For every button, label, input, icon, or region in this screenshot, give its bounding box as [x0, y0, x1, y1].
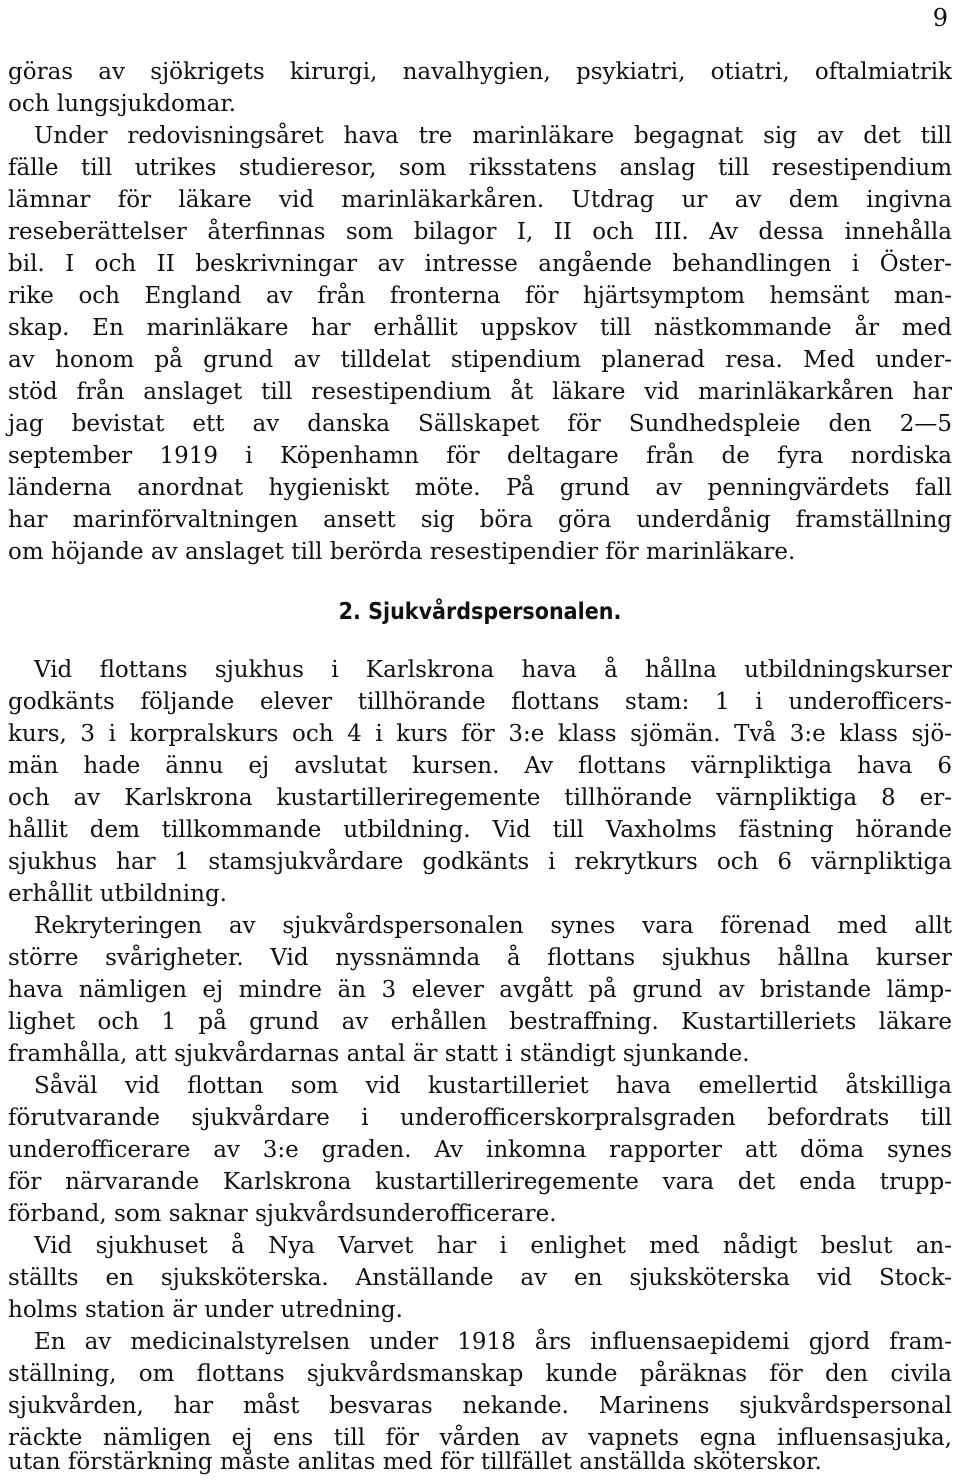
text-line: rike och England av från fronterna för hjärtsymptom hemsänt man- [8, 283, 952, 309]
text-line: Rekryteringen av sjukvårdspersonalen synes vara förenad med allt [34, 913, 952, 939]
text-line: kurs, 3 i korpralskurs och 4 i kurs för 3:e klass sjömän. Två 3:e klass sjö- [8, 721, 952, 747]
page-number: 9 [932, 4, 948, 32]
text-line: och lungsjukdomar. [8, 91, 237, 117]
text-line: Vid sjukhuset å Nya Varvet har i enlighet med nådigt beslut an- [34, 1233, 952, 1259]
text-line: räckte nämligen ej ens till för vården av vapnets egna influensasjuka, [8, 1425, 952, 1451]
text-line: har marinförvaltningen ansett sig böra göra underdånig framställning [8, 507, 952, 533]
text-line: lighet och 1 på grund av erhållen bestraffning. Kustartilleriets läkare [8, 1009, 952, 1035]
text-line: göras av sjökrigets kirurgi, navalhygien, psykiatri, otiatri, oftalmiatrik [8, 59, 952, 85]
text-line: länderna anordnat hygieniskt möte. På grund av penningvärdets fall [8, 475, 952, 501]
text-line: september 1919 i Köpenhamn för deltagare från de fyra nordiska [8, 443, 952, 469]
text-line: förband, som saknar sjukvårdsunderofficerare. [8, 1201, 557, 1227]
text-line: framhålla, att sjukvårdarnas antal är statt i ständigt sjunkande. [8, 1041, 750, 1067]
section-heading: 2. Sjukvårdspersonalen. [338, 599, 622, 625]
text-line: erhållit utbildning. [8, 881, 227, 907]
text-line: Vid flottans sjukhus i Karlskrona hava å hållna utbildningskurser [34, 657, 952, 683]
text-line: förutvarande sjukvårdare i underofficerskorpralsgraden befordrats till [8, 1105, 952, 1131]
text-line: män hade ännu ej avslutat kursen. Av flottans värnpliktiga hava 6 [8, 753, 952, 779]
text-line: hållit dem tillkommande utbildning. Vid till Vaxholms fästning hörande [8, 817, 952, 843]
text-line: utan förstärkning måste anlitas med för tillfället anställda sköterskor. [8, 1449, 822, 1475]
text-line: Såväl vid flottan som vid kustartilleriet hava emellertid åtskilliga [34, 1073, 952, 1099]
text-line: större svårigheter. Vid nyssnämnda å flottans sjukhus hållna kurser [8, 945, 952, 971]
text-line: för närvarande Karlskrona kustartilleriregemente vara det enda trupp- [8, 1169, 952, 1195]
text-line: ställning, om flottans sjukvårdsmanskap kunde påräknas för den civila [8, 1361, 952, 1387]
text-line: och av Karlskrona kustartilleriregemente tillhörande värnpliktiga 8 er- [8, 785, 952, 811]
text-line: Under redovisningsåret hava tre marinläkare begagnat sig av det till [34, 123, 952, 149]
text-line: hava nämligen ej mindre än 3 elever avgått på grund av bristande lämp- [8, 977, 952, 1003]
text-line: om höjande av anslaget till berörda resestipendier för marinläkare. [8, 539, 796, 565]
text-line: skap. En marinläkare har erhållit uppskov till nästkommande år med [8, 315, 952, 341]
text-line: stöd från anslaget till resestipendium åt läkare vid marinläkarkåren har [8, 379, 952, 405]
text-line: sjukvården, har måst besvaras nekande. Marinens sjukvårdspersonal [8, 1393, 952, 1419]
text-line: holms station är under utredning. [8, 1297, 403, 1323]
text-line: underofficerare av 3:e graden. Av inkomna rapporter att döma synes [8, 1137, 952, 1163]
text-line: godkänts följande elever tillhörande flottans stam: 1 i underofficers- [8, 689, 952, 715]
text-line: sjukhus har 1 stamsjukvårdare godkänts i rekrytkurs och 6 värnpliktiga [8, 849, 952, 875]
text-line: ställts en sjuksköterska. Anställande av en sjuksköterska vid Stock- [8, 1265, 952, 1291]
text-line: lämnar för läkare vid marinläkarkåren. Utdrag ur av dem ingivna [8, 187, 952, 213]
text-line: reseberättelser återfinnas som bilagor I, II och III. Av dessa innehålla [8, 219, 952, 245]
text-line: En av medicinalstyrelsen under 1918 års influensaepidemi gjord fram- [34, 1329, 952, 1355]
text-line: fälle till utrikes studieresor, som riksstatens anslag till resestipendium [8, 155, 952, 181]
text-line: bil. I och II beskrivningar av intresse angående behandlingen i Öster- [8, 251, 952, 277]
text-line: av honom på grund av tilldelat stipendium planerad resa. Med under- [8, 347, 952, 373]
text-line: jag bevistat ett av danska Sällskapet för Sundhedspleie den 2—5 [8, 411, 952, 437]
